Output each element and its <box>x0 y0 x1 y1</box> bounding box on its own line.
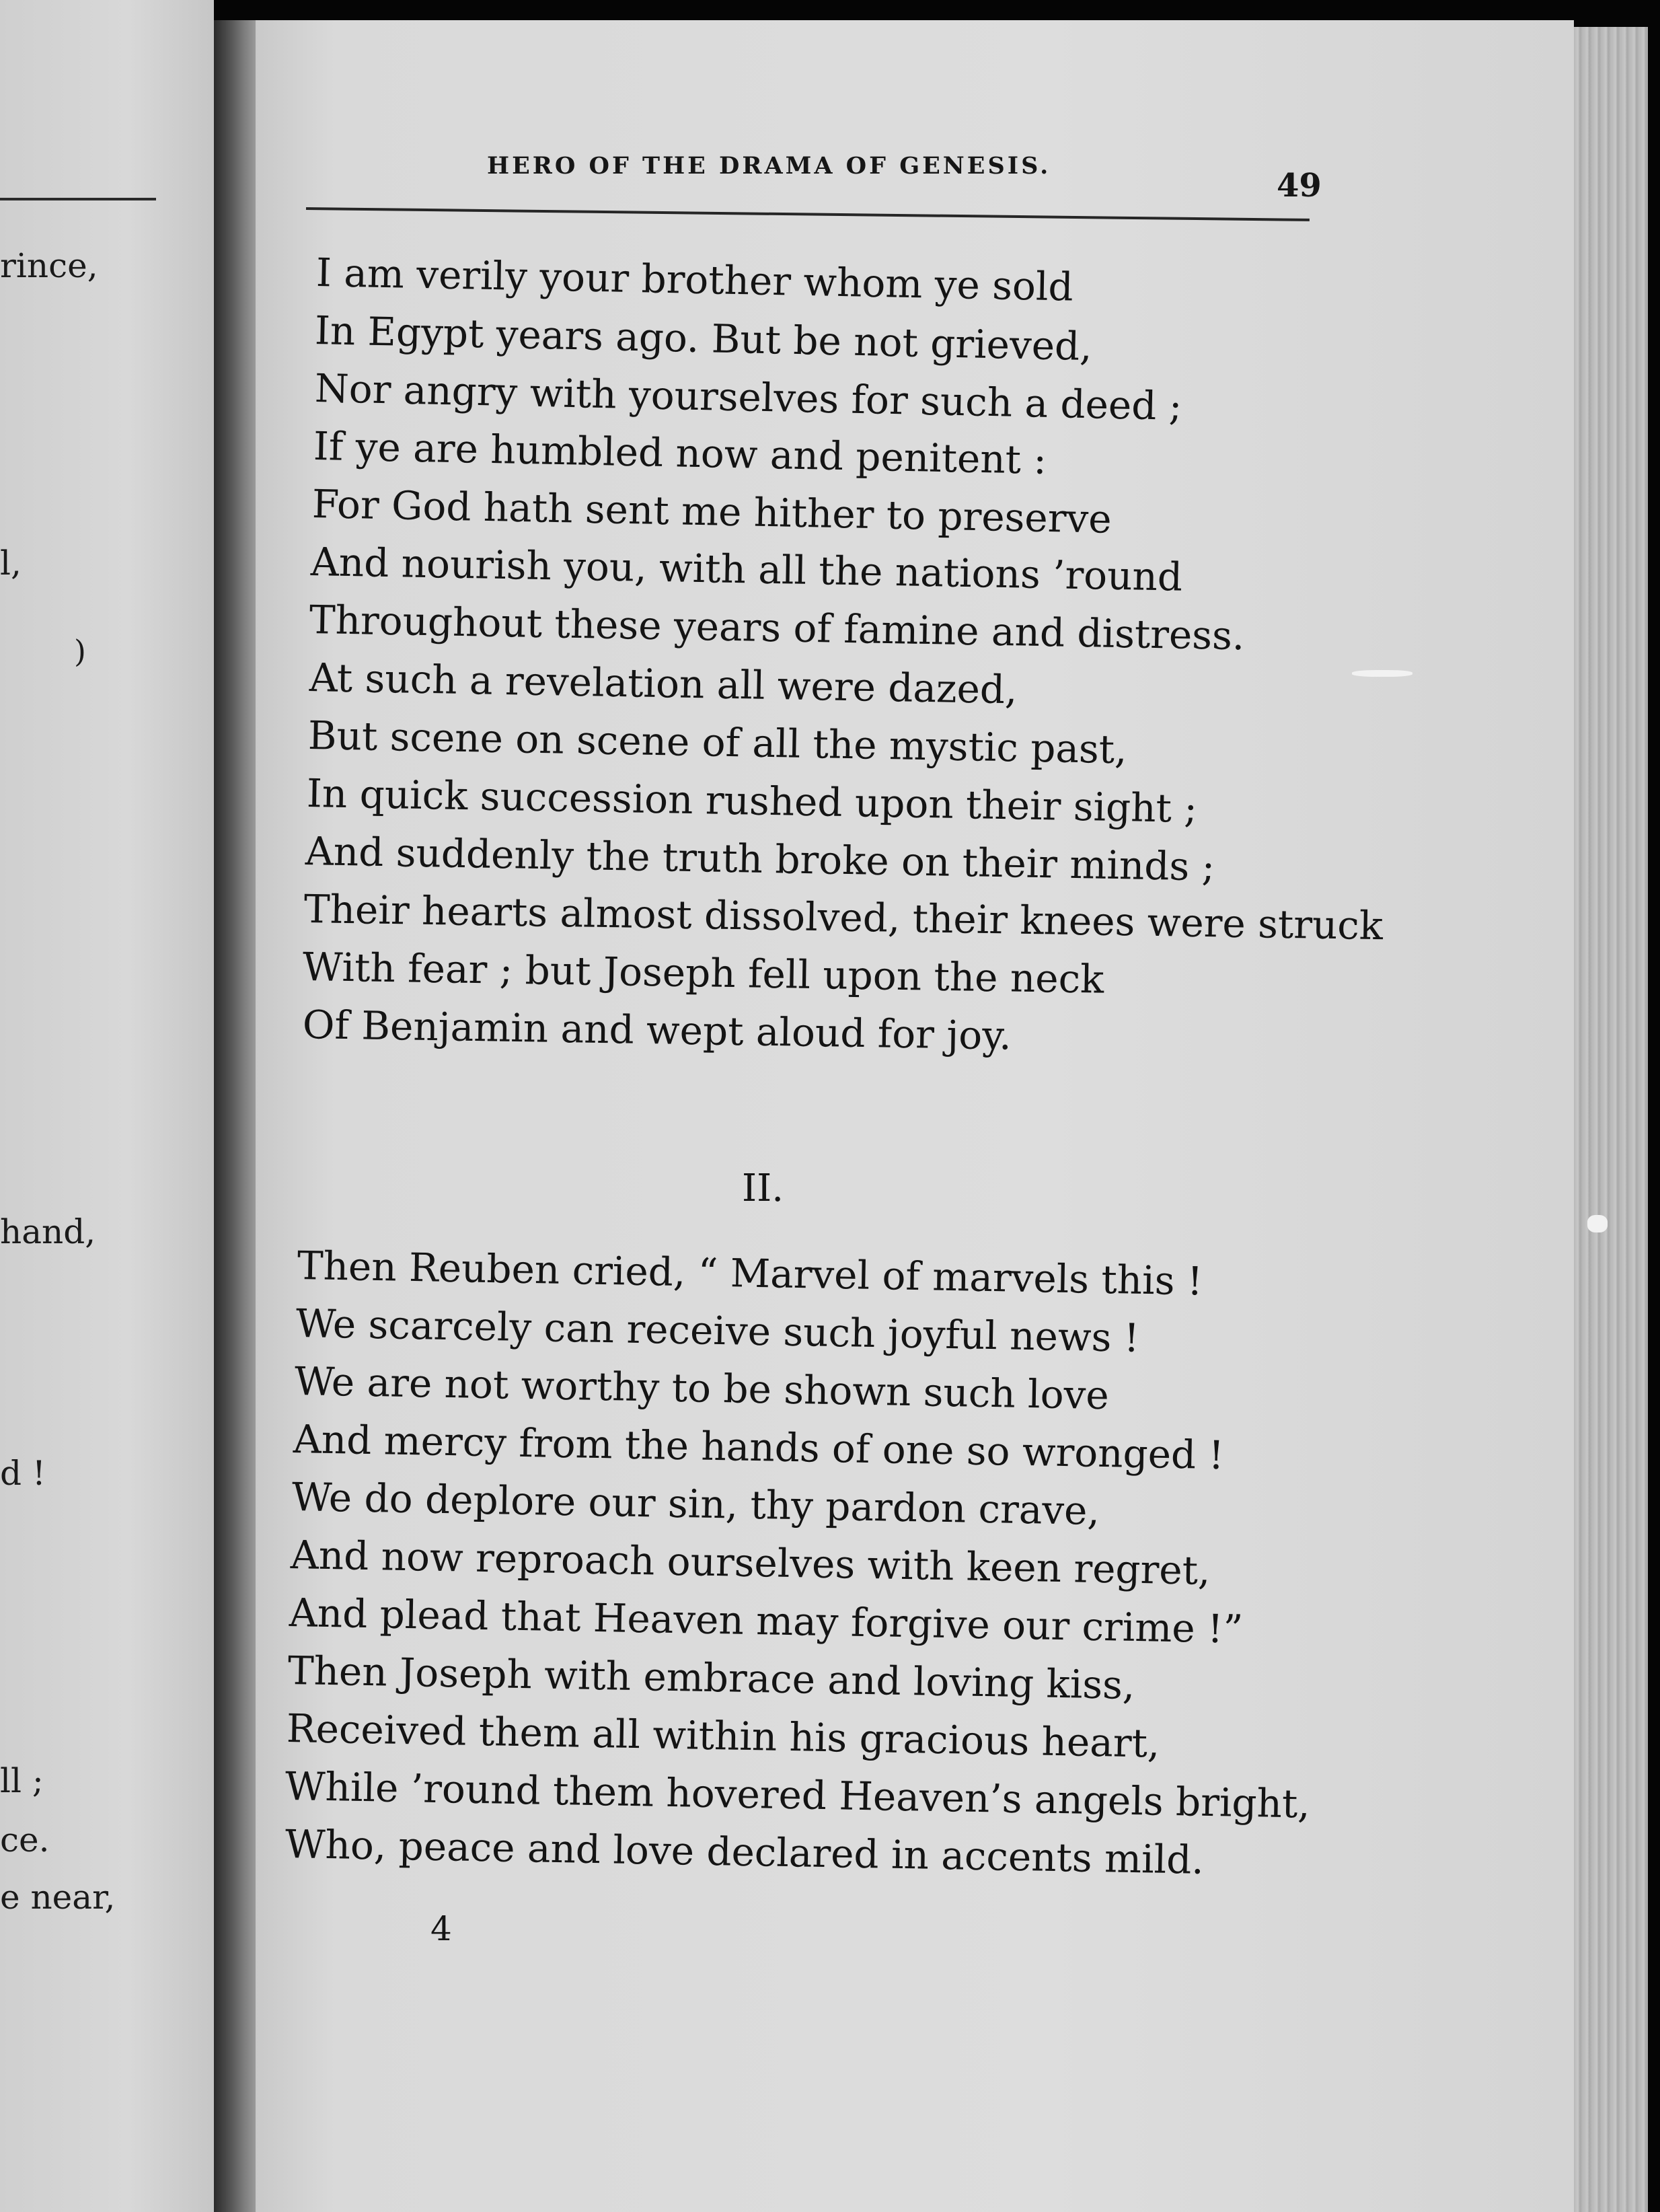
previous-page-fragment: e near, <box>0 1878 116 1917</box>
page-number: 49 <box>1277 167 1322 205</box>
book-gutter <box>214 20 256 2212</box>
previous-page-fragment: l, <box>0 544 22 583</box>
signature-mark: 4 <box>430 1909 452 1948</box>
previous-page-fragment: rince, <box>0 246 98 285</box>
previous-page-fragment: hand, <box>0 1212 96 1251</box>
previous-page-fragment: d ! <box>0 1454 46 1493</box>
verse-line: Their hearts almost dissolved, their knees were struck <box>303 886 1384 949</box>
verse-line: Then Joseph with embrace and loving kiss, <box>287 1648 1135 1708</box>
verse-line: And nourish you, with all the nations ’round <box>310 539 1183 600</box>
verse-line: And suddenly the truth broke on their minds ; <box>305 828 1215 890</box>
section-number: II. <box>742 1167 784 1210</box>
verse-line: With fear ; but Joseph fell upon the neck <box>302 944 1104 1002</box>
verse-line: While ’round them hovered Heaven’s angels bright, <box>285 1763 1311 1827</box>
scan-speck <box>1352 670 1412 677</box>
previous-page <box>0 0 214 2212</box>
scan-speck <box>1587 1215 1608 1232</box>
previous-page-fragment: ll ; <box>0 1761 44 1800</box>
verse-line: Nor angry with yourselves for such a deed ; <box>314 365 1183 430</box>
running-head: HERO OF THE DRAMA OF GENESIS. <box>487 152 1051 180</box>
verse-line: And mercy from the hands of one so wronged ! <box>293 1416 1225 1479</box>
verse-line: We do deplore our sin, thy pardon crave, <box>291 1474 1100 1534</box>
previous-page-fragment: ce. <box>0 1820 50 1859</box>
verse-line: And plead that Heaven may forgive our crime !” <box>289 1590 1244 1652</box>
edge-shadow <box>1648 0 1660 2212</box>
verse-line: In quick succession rushed upon their sight ; <box>306 770 1198 832</box>
verse-line: Throughout these years of famine and distress. <box>309 597 1245 659</box>
verse-line: At such a revelation all were dazed, <box>309 655 1018 713</box>
verse-line: For God hath sent me hither to preserve <box>311 481 1112 542</box>
verse-line: Received them all within his gracious heart, <box>286 1705 1160 1767</box>
verse-line: I am verily your brother whom ye sold <box>315 250 1074 310</box>
verse-line: In Egypt years ago. But be not grieved, <box>314 307 1093 370</box>
verse-line: If ye are humbled now and penitent : <box>313 423 1047 483</box>
verse-line: Who, peace and love declared in accents mild. <box>285 1821 1205 1883</box>
verse-line: We are not worthy to be shown such love <box>294 1358 1110 1419</box>
verse-line: But scene on scene of all the mystic past, <box>307 712 1128 773</box>
verse-line: And now reproach ourselves with keen regret, <box>290 1532 1211 1594</box>
previous-page-fragment: ) <box>74 633 86 669</box>
verse-line: Of Benjamin and wept aloud for joy. <box>302 1002 1012 1059</box>
verse-line: We scarcely can receive such joyful news ! <box>295 1300 1140 1361</box>
verse-line: Then Reuben cried, “ Marvel of marvels this ! <box>297 1243 1203 1304</box>
previous-page-head-rule <box>0 198 156 200</box>
page-edge-stack <box>1574 27 1648 2212</box>
